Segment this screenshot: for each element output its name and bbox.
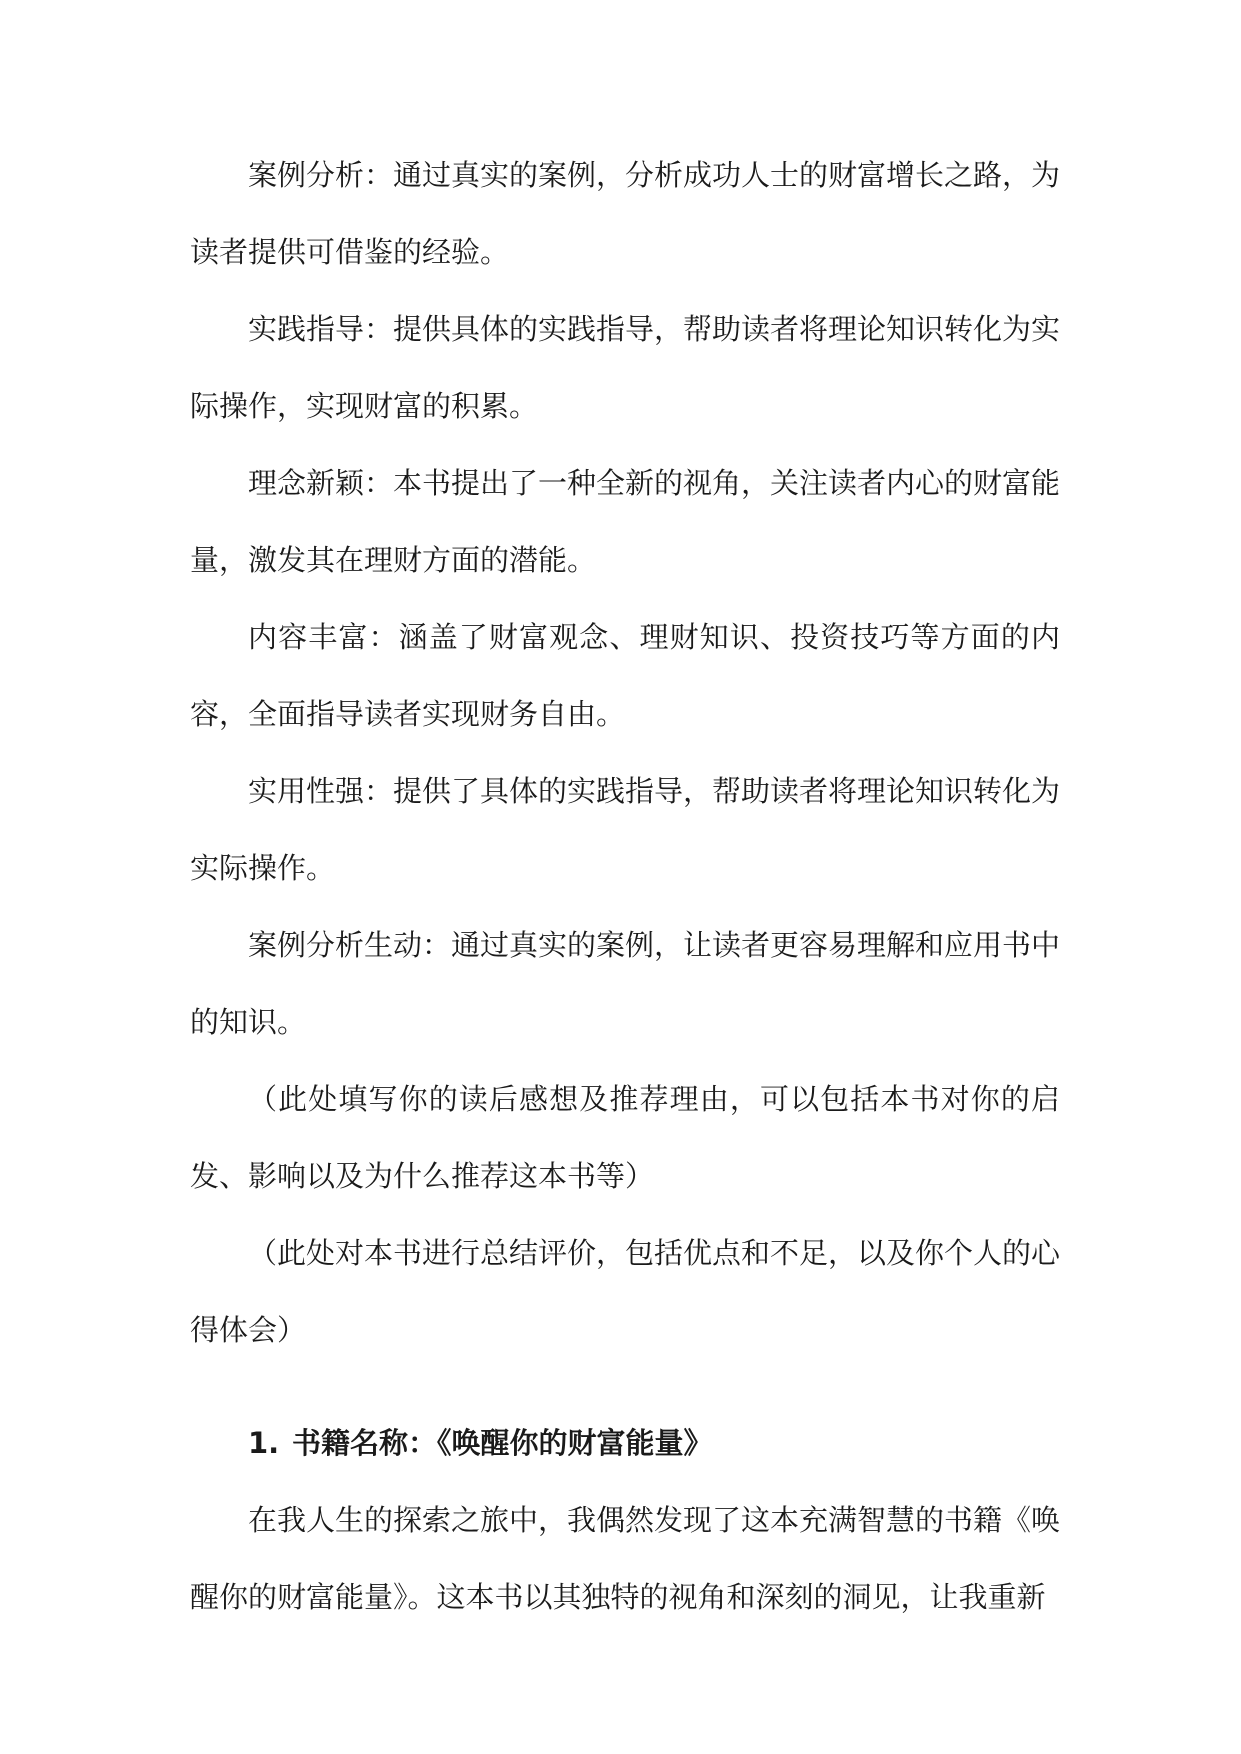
paragraph-summary-placeholder: （此处对本书进行总结评价，包括优点和不足，以及你个人的心得体会） — [190, 1236, 1061, 1347]
paragraph-practicality: 实用性强：提供了具体的实践指导，帮助读者将理论知识转化为实际操作。 — [190, 774, 1061, 885]
document-body — [190, 137, 1060, 1636]
section-number: 1. — [248, 1426, 280, 1460]
paragraph-case-analysis: 案例分析：通过真实的案例，分析成功人士的财富增长之路，为读者提供可借鉴的经验。 — [190, 158, 1061, 269]
paragraph-practice-guidance: 实践指导：提供具体的实践指导，帮助读者将理论知识转化为实际操作，实现财富的积累。 — [190, 312, 1061, 423]
paragraph-rich-content: 内容丰富：涵盖了财富观念、理财知识、投资技巧等方面的内容，全面指导读者实现财务自由。 — [190, 620, 1060, 731]
paragraph-opening: 在我人生的探索之旅中，我偶然发现了这本充满智慧的书籍《唤醒你的财富能量》。这本书以其独特的视角和深刻的洞见，让我重新 — [190, 1503, 1061, 1614]
section-heading — [190, 1405, 1060, 1482]
paragraph-novel-concept: 理念新颖：本书提出了一种全新的视角，关注读者内心的财富能量，激发其在理财方面的潜能。 — [190, 466, 1061, 577]
section-title: 书籍名称：《唤醒你的财富能量》 — [292, 1426, 713, 1460]
paragraph-vivid-cases: 案例分析生动：通过真实的案例，让读者更容易理解和应用书中的知识。 — [190, 928, 1061, 1039]
paragraph-reader-thoughts-placeholder: （此处填写你的读后感想及推荐理由，可以包括本书对你的启发、影响以及为什么推荐这本书等） — [190, 1082, 1060, 1193]
